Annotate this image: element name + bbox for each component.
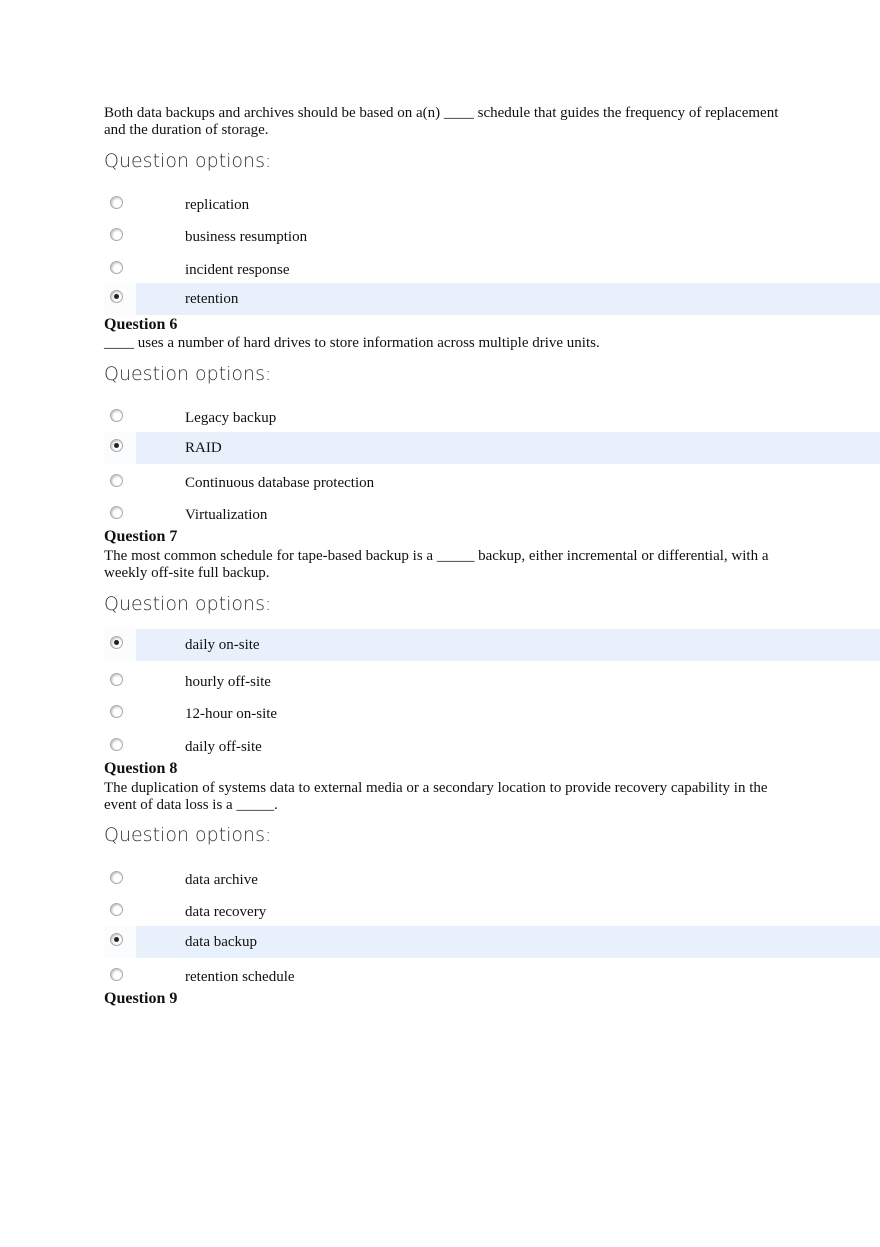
radio-unselected-icon[interactable] <box>110 871 123 884</box>
radio-dot-icon <box>114 937 119 942</box>
question-title: Question 9 <box>104 990 178 1007</box>
question-options-heading: Question options: <box>104 593 272 615</box>
answer-option[interactable] <box>104 402 880 434</box>
option-label: 12-hour on-site <box>185 706 278 722</box>
radio-unselected-icon[interactable] <box>110 673 123 686</box>
answer-option[interactable] <box>104 896 880 928</box>
option-label: Virtualization <box>185 507 268 523</box>
option-label: business resumption <box>185 229 308 245</box>
option-label: RAID <box>185 440 222 456</box>
option-label: daily on-site <box>185 637 260 653</box>
radio-unselected-icon[interactable] <box>110 705 123 718</box>
answer-option[interactable] <box>104 189 880 221</box>
answer-option[interactable] <box>104 283 880 315</box>
answer-option[interactable] <box>104 731 880 763</box>
answer-option[interactable] <box>104 221 880 253</box>
answer-option[interactable] <box>104 629 880 661</box>
option-label: data backup <box>185 934 258 950</box>
question-options-heading: Question options: <box>104 824 272 846</box>
option-label: replication <box>185 197 250 213</box>
option-label: daily off-site <box>185 739 262 755</box>
answer-option[interactable] <box>104 666 880 698</box>
radio-unselected-icon[interactable] <box>110 474 123 487</box>
radio-dot-icon <box>114 640 119 645</box>
option-label: Legacy backup <box>185 410 277 426</box>
radio-selected-icon[interactable] <box>110 636 123 649</box>
answer-option[interactable] <box>104 698 880 730</box>
question-options-heading: Question options: <box>104 150 272 172</box>
option-label: Continuous database protection <box>185 475 375 491</box>
radio-unselected-icon[interactable] <box>110 409 123 422</box>
answer-option[interactable] <box>104 467 880 499</box>
question-text: ____ uses a number of hard drives to store information across multiple drive units. <box>104 335 600 351</box>
option-label: data recovery <box>185 904 267 920</box>
answer-option[interactable] <box>104 926 880 958</box>
answer-option[interactable] <box>104 864 880 896</box>
question-options-heading: Question options: <box>104 363 272 385</box>
radio-selected-icon[interactable] <box>110 439 123 452</box>
option-label: retention schedule <box>185 969 295 985</box>
radio-selected-icon[interactable] <box>110 290 123 303</box>
answer-option[interactable] <box>104 499 880 531</box>
question-title: Question 6 <box>104 316 178 333</box>
question-title: Question 7 <box>104 528 178 545</box>
radio-unselected-icon[interactable] <box>110 738 123 751</box>
answer-option[interactable] <box>104 432 880 464</box>
question-text: The duplication of systems data to external media or a secondary location to provide recovery capability in the event of data loss is a _____. <box>104 780 768 813</box>
option-label: data archive <box>185 872 258 888</box>
radio-unselected-icon[interactable] <box>110 968 123 981</box>
radio-unselected-icon[interactable] <box>110 261 123 274</box>
question-text: The most common schedule for tape-based backup is a _____ backup, either incremental or differential, with a weekly off-site full backup. <box>104 548 769 581</box>
question-text: Both data backups and archives should be based on a(n) ____ schedule that guides the frequency of replacement and the duration of storage. <box>104 105 779 138</box>
radio-unselected-icon[interactable] <box>110 196 123 209</box>
option-label: retention <box>185 291 239 307</box>
option-label: incident response <box>185 262 290 278</box>
question-title: Question 8 <box>104 760 178 777</box>
option-label: hourly off-site <box>185 674 271 690</box>
answer-option[interactable] <box>104 254 880 286</box>
radio-dot-icon <box>114 294 119 299</box>
radio-unselected-icon[interactable] <box>110 903 123 916</box>
radio-dot-icon <box>114 443 119 448</box>
answer-option[interactable] <box>104 961 880 993</box>
radio-selected-icon[interactable] <box>110 933 123 946</box>
radio-unselected-icon[interactable] <box>110 228 123 241</box>
radio-unselected-icon[interactable] <box>110 506 123 519</box>
